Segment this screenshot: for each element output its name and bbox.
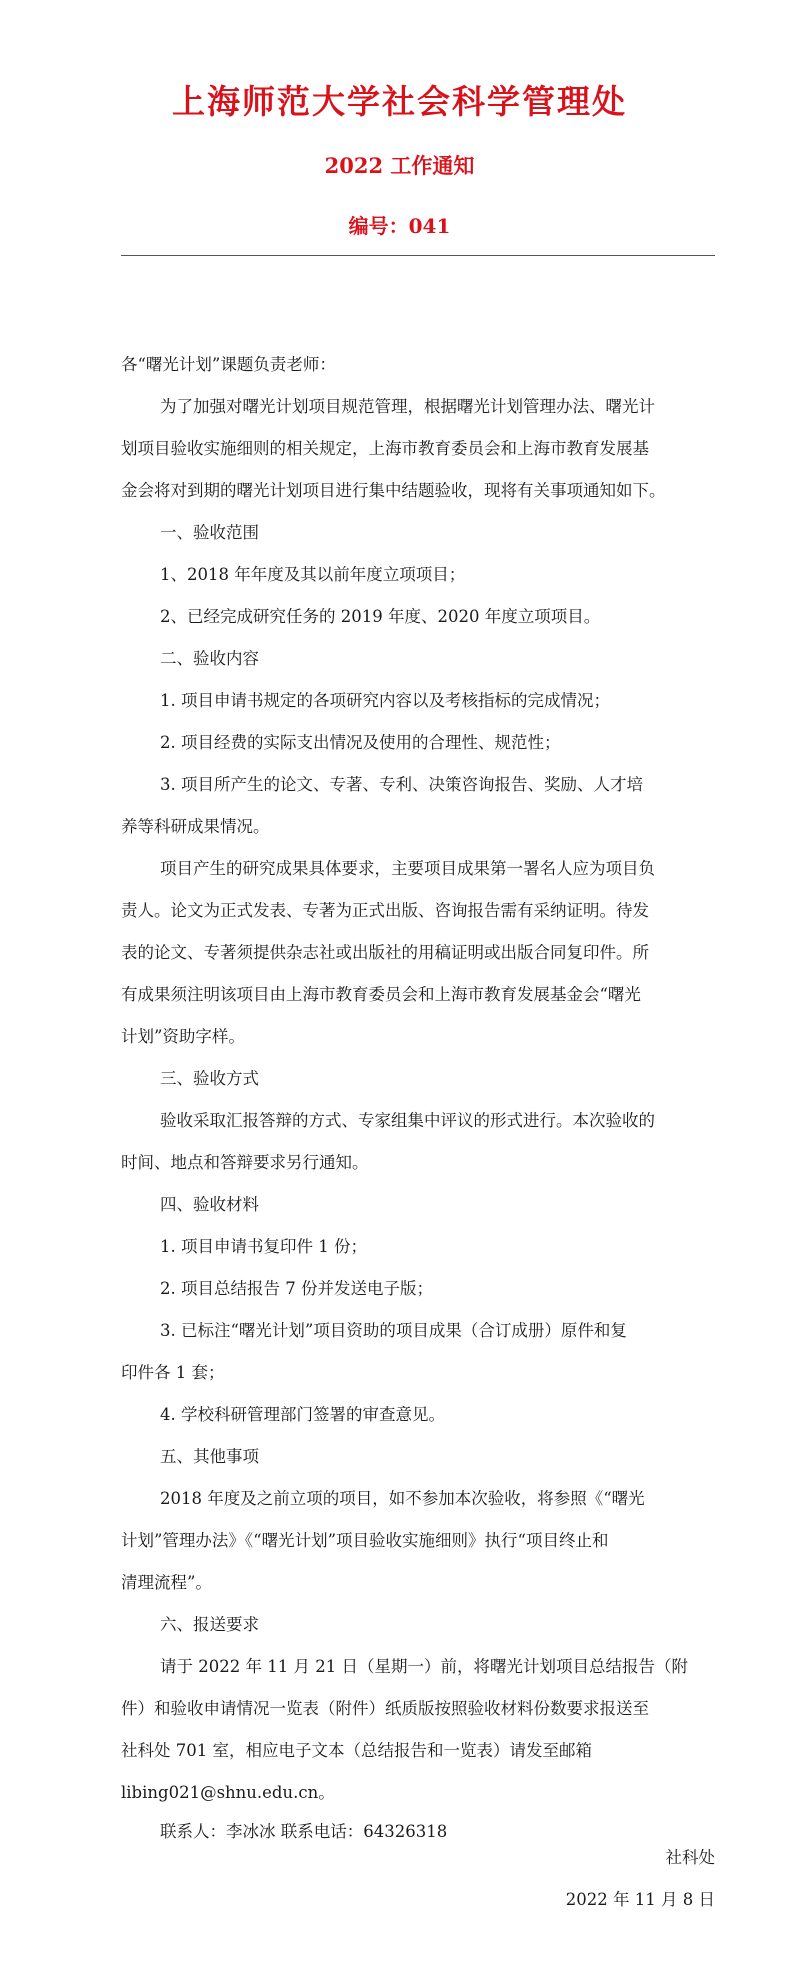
salutation: 各“曙光计划”课题负责老师： xyxy=(121,355,336,374)
section-heading: 一、验收范围 xyxy=(160,523,259,542)
notice-body xyxy=(121,344,719,1850)
notice-subtitle: 2022 工作通知 xyxy=(324,153,475,178)
paragraph-line: 时间、地点和答辩要求另行通知。 xyxy=(121,1153,369,1172)
contact-info: 联系人：李冰冰 联系电话：64326318 xyxy=(160,1822,448,1841)
paragraph-line: 计划”资助字样。 xyxy=(121,1027,245,1046)
email-address: libing021@shnu.edu.cn。 xyxy=(121,1783,335,1802)
paragraph-line: 责人。论文为正式发表、专著为正式出版、咨询报告需有采纳证明。待发 xyxy=(121,901,649,920)
list-item: 2. 项目总结报告 7 份并发送电子版； xyxy=(160,1279,433,1298)
list-item-continuation: 印件各 1 套； xyxy=(121,1363,225,1382)
paragraph-line: 项目产生的研究成果具体要求，主要项目成果第一署名人应为项目负 xyxy=(160,859,655,878)
section-heading: 四、验收材料 xyxy=(160,1195,259,1214)
list-item: 3. 已标注“曙光计划”项目资助的项目成果（合订成册）原件和复 xyxy=(160,1321,627,1340)
paragraph-line: 验收采取汇报答辩的方式、专家组集中评议的形式进行。本次验收的 xyxy=(160,1111,655,1130)
intro-line: 为了加强对曙光计划项目规范管理，根据曙光计划管理办法、曙光计 xyxy=(160,397,655,416)
intro-line: 金会将对到期的曙光计划项目进行集中结题验收，现将有关事项通知如下。 xyxy=(121,481,666,500)
paragraph-line: 表的论文、专著须提供杂志社或出版社的用稿证明或出版合同复印件。所 xyxy=(121,943,649,962)
section-heading: 五、其他事项 xyxy=(160,1447,259,1466)
list-item: 1. 项目申请书规定的各项研究内容以及考核指标的完成情况； xyxy=(160,691,610,710)
paragraph-line: 2018 年度及之前立项的项目，如不参加本次验收，将参照《“曙光 xyxy=(160,1489,645,1508)
section-heading: 六、报送要求 xyxy=(160,1615,259,1634)
list-item: 2、已经完成研究任务的 2019 年度、2020 年度立项项目。 xyxy=(160,607,601,626)
paragraph-line: 有成果须注明该项目由上海市教育委员会和上海市教育发展基金会“曙光 xyxy=(121,985,641,1004)
list-item: 3. 项目所产生的论文、专著、专利、决策咨询报告、奖励、人才培 xyxy=(160,775,643,794)
header-divider xyxy=(121,255,715,256)
list-item: 1、2018 年年度及其以前年度立项项目； xyxy=(160,565,466,584)
section-heading: 二、验收内容 xyxy=(160,649,259,668)
section-heading: 三、验收方式 xyxy=(160,1069,259,1088)
issue-date: 2022 年 11 月 8 日 xyxy=(565,1890,715,1909)
issuer-signature: 社科处 xyxy=(665,1848,715,1867)
document-number: 编号：041 xyxy=(348,214,451,238)
paragraph-line: 件）和验收申请情况一览表（附件）纸质版按照验收材料份数要求报送至 xyxy=(121,1699,649,1718)
list-item: 2. 项目经费的实际支出情况及使用的合理性、规范性； xyxy=(160,733,561,752)
paragraph-line: 社科处 701 室，相应电子文本（总结报告和一览表）请发至邮箱 xyxy=(121,1741,592,1760)
intro-line: 划项目验收实施细则的相关规定，上海市教育委员会和上海市教育发展基 xyxy=(121,439,649,458)
list-item-continuation: 养等科研成果情况。 xyxy=(121,817,270,836)
page-title: 上海师范大学社会科学管理处 xyxy=(172,82,627,121)
list-item: 1. 项目申请书复印件 1 份； xyxy=(160,1237,367,1256)
list-item: 4. 学校科研管理部门签署的审查意见。 xyxy=(160,1405,445,1424)
paragraph-line: 计划”管理办法》《“曙光计划”项目验收实施细则》执行“项目终止和 xyxy=(121,1531,609,1550)
paragraph-line: 清理流程”。 xyxy=(121,1573,212,1592)
paragraph-line: 请于 2022 年 11 月 21 日（星期一）前，将曙光计划项目总结报告（附 xyxy=(160,1657,688,1676)
